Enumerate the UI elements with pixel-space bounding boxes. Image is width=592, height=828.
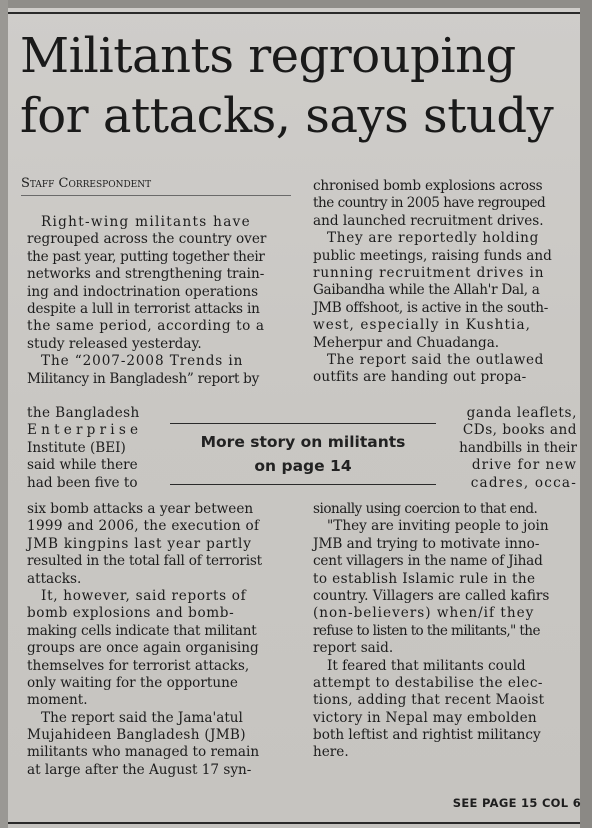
text-line: ganda leaflets, <box>466 405 577 421</box>
text-line: themselves for terrorist attacks, <box>27 657 250 674</box>
text-line: the past year, putting together their <box>27 248 265 265</box>
text-line: moment. <box>27 692 88 709</box>
text-line: The report said the Jama'atul <box>41 709 243 726</box>
text-line: 1999 and 2006, the execution of <box>27 518 260 535</box>
text-line: here. <box>313 744 349 761</box>
left-column-wrap <box>27 405 155 492</box>
text-line: militants who managed to remain <box>27 744 260 761</box>
headline-line-2: for attacks, says study <box>20 88 554 144</box>
headline-line-1: Militants regrouping <box>20 28 516 84</box>
left-column-top <box>27 214 291 388</box>
text-line: cent villagers in the name of Jihad <box>313 553 543 570</box>
text-line: the Bangladesh <box>27 405 140 421</box>
text-line: Gaibandha while the Allah'r Dal, a <box>313 282 540 299</box>
pullout-rule-top <box>170 423 436 424</box>
text-line: making cells indicate that militant <box>27 622 257 639</box>
bottom-rule <box>8 822 580 824</box>
page-edge-right <box>580 0 592 828</box>
text-line: bomb explosions and bomb- <box>27 605 235 622</box>
text-line: outfits are handing out propa- <box>313 369 527 386</box>
text-line: both leftist and rightist militancy <box>313 727 541 744</box>
pullout-line-1: More story on militants <box>200 433 406 451</box>
text-line: public meetings, raising funds and <box>313 247 552 264</box>
text-line: to establish Islamic rule in the <box>313 570 536 587</box>
text-line: west, especially in Kushtia, <box>313 317 532 334</box>
text-line: sionally using coercion to that end. <box>313 501 538 517</box>
top-rule <box>8 12 580 14</box>
text-line: attacks. <box>27 570 82 587</box>
text-line: groups are once again organising <box>27 640 259 657</box>
text-line: Institute (BEI) <box>27 439 126 456</box>
page-edge-top <box>0 0 592 8</box>
pullout-rule-bottom <box>170 484 436 485</box>
text-line: victory in Nepal may embolden <box>313 709 537 726</box>
text-line: JMB offshoot, is active in the south- <box>313 299 548 316</box>
text-line: resulted in the total fall of terrorist <box>27 553 262 570</box>
text-line: Right-wing militants have <box>41 214 251 230</box>
byline-rule <box>21 195 291 196</box>
text-line: It feared that militants could <box>327 657 526 674</box>
text-line: chronised bomb explosions across <box>313 178 543 194</box>
page-edge-left <box>0 0 8 828</box>
text-line: regrouped across the country over <box>27 231 267 248</box>
text-line: "They are inviting people to join <box>327 518 549 535</box>
text-line: tions, adding that recent Maoist <box>313 692 545 709</box>
text-line: It, however, said reports of <box>41 587 247 604</box>
text-line: They are reportedly holding <box>327 230 540 247</box>
text-line: said while there <box>27 457 138 474</box>
right-column-bottom <box>313 501 575 762</box>
text-line: report said. <box>313 640 394 657</box>
text-line: ing and indoctrination operations <box>27 283 259 300</box>
text-line: networks and strengthening train- <box>27 266 265 283</box>
pullout-box <box>170 418 436 488</box>
text-line: despite a lull in terrorist attacks in <box>27 300 260 317</box>
headline <box>20 26 580 146</box>
text-line: (non-believers) when/if they <box>313 605 535 622</box>
pullout-text <box>170 430 436 478</box>
left-column-bottom <box>27 501 295 779</box>
byline: Staff Correspondent <box>21 176 152 191</box>
text-line: study released yesterday. <box>27 335 202 352</box>
text-line: The “2007-2008 Trends in <box>41 353 244 370</box>
text-line: country. Villagers are called kafirs <box>313 587 550 604</box>
text-line: six bomb attacks a year between <box>27 501 254 517</box>
text-line: JMB kingpins last year partly <box>27 535 252 552</box>
text-line: cadres, occa- <box>470 474 577 491</box>
text-line: at large after the August 17 syn- <box>27 761 252 778</box>
text-line: Meherpur and Chuadanga. <box>313 334 500 351</box>
text-line: The report said the outlawed <box>327 351 544 368</box>
text-line: and launched recruitment drives. <box>313 212 544 229</box>
text-line: Enterprise <box>27 422 143 439</box>
text-line: refuse to listen to the militants," the <box>313 622 540 639</box>
text-line: the same period, according to a <box>27 318 265 335</box>
continued-on-label: SEE PAGE 15 COL 6 <box>452 796 581 810</box>
text-line: drive for new <box>471 457 577 474</box>
right-column-top <box>313 178 575 387</box>
text-line: CDs, books and <box>462 422 577 439</box>
text-line: attempt to destabilise the elec- <box>313 674 544 691</box>
pullout-line-2: on page 14 <box>254 457 352 475</box>
text-line: Mujahideen Bangladesh (JMB) <box>27 727 246 744</box>
text-line: handbills in their <box>459 439 577 456</box>
text-line: JMB and trying to motivate inno- <box>313 535 540 552</box>
text-line: running recruitment drives in <box>313 264 545 281</box>
right-column-wrap <box>453 405 577 492</box>
text-line: the country in 2005 have regrouped <box>313 195 546 212</box>
text-line: only waiting for the opportune <box>27 674 238 691</box>
text-line: Militancy in Bangladesh” report by <box>27 370 259 387</box>
text-line: had been five to <box>27 474 138 491</box>
